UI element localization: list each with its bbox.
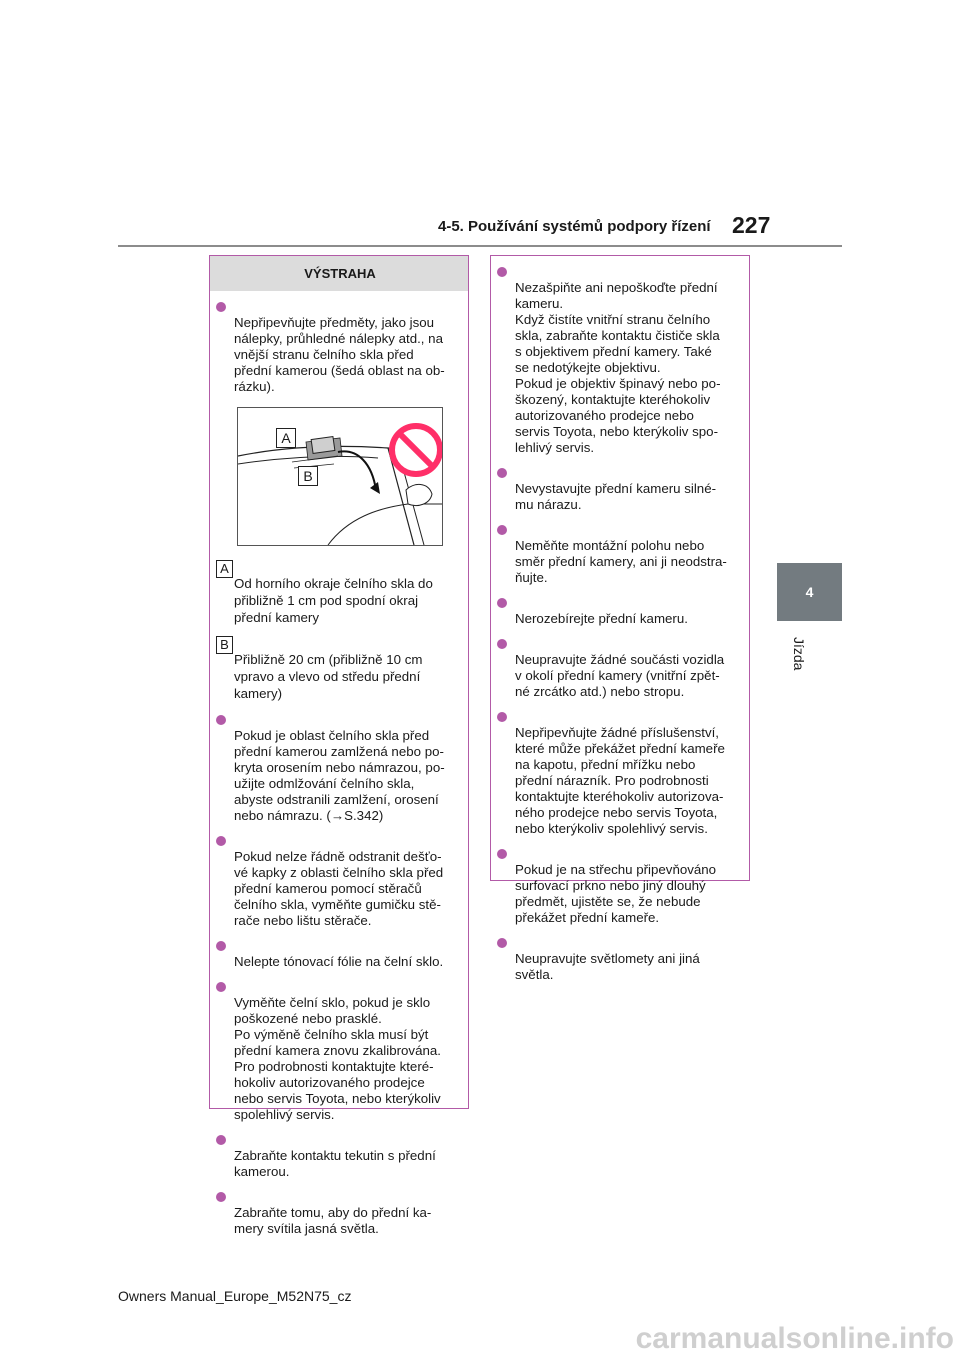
bullet-dot-icon bbox=[497, 598, 507, 608]
watermark-text: carmanualsonline.info bbox=[635, 1322, 954, 1355]
bullet-dot-icon bbox=[216, 982, 226, 992]
bullet-dot-icon bbox=[497, 639, 507, 649]
figure-label-b: B bbox=[298, 466, 318, 486]
bullet-text: Nepřipevňujte žádné příslušenství, které může překážet přední kameře na kapotu, přední mřížku nebo přední nárazník. Pro podrobnosti kontaktujte kteréhokoliv autorizova- ného prodejce nebo servis Toyota, nebo kterýkoliv spolehlivý servis. bbox=[515, 725, 725, 836]
callout-text-a: Od horního okraje čelního skla do přibližně 1 cm pod spodní okraj přední kamery bbox=[234, 576, 433, 625]
list-item bbox=[215, 299, 458, 395]
bullet-text: Nevystavujte přední kameru silné- mu nárazu. bbox=[515, 481, 717, 512]
page-number: 227 bbox=[732, 212, 771, 238]
list-item bbox=[496, 595, 739, 627]
bullet-text: Pokud nelze řádně odstranit dešťo- vé kapky z oblasti čelního skla před přední kamerou pomocí stěračů čelního skla, vyměňte gumičku stě- rače nebo lištu stěrače. bbox=[234, 849, 444, 928]
figure-label-a: A bbox=[276, 428, 296, 448]
chapter-tab[interactable]: 4 bbox=[777, 563, 842, 621]
callout-a bbox=[215, 558, 458, 626]
bullet-dot-icon bbox=[497, 849, 507, 859]
callout-b bbox=[215, 634, 458, 702]
bullet-text: Zabraňte tomu, aby do přední ka- mery svítila jasná světla. bbox=[234, 1205, 432, 1236]
list-item bbox=[215, 833, 458, 929]
bullet-dot-icon bbox=[216, 1135, 226, 1145]
list-item bbox=[496, 709, 739, 837]
bullet-dot-icon bbox=[497, 938, 507, 948]
header-divider bbox=[118, 245, 842, 247]
bullet-dot-icon bbox=[216, 836, 226, 846]
bullet-text: Neupravujte žádné součásti vozidla v okolí přední kamery (vnitřní zpět- né zrcátko atd.) nebo stropu. bbox=[515, 652, 725, 699]
bullet-text: Pokud je na střechu připevňováno surfovací prkno nebo jiný dlouhý předmět, ujistěte se, že nebude překážet přední kameře. bbox=[515, 862, 717, 925]
list-item bbox=[496, 522, 739, 586]
bullet-text: Nepřipevňujte předměty, jako jsou nálepky, průhledné nálepky atd., na vnější stranu čelního skla před přední kamerou (šedá oblast na ob- rázku). bbox=[234, 315, 445, 394]
warning-box-right bbox=[490, 255, 750, 982]
chapter-label bbox=[785, 625, 835, 685]
callout-text-b: Přibližně 20 cm (přibližně 10 cm vpravo a vlevo od středu přední kamery) bbox=[234, 652, 423, 701]
list-item bbox=[496, 935, 739, 983]
bullet-dot-icon bbox=[497, 267, 507, 277]
list-item bbox=[496, 264, 739, 456]
callout-tag-a: A bbox=[216, 560, 233, 578]
warning-title: VÝSTRAHA bbox=[304, 266, 376, 281]
list-item bbox=[496, 846, 739, 926]
watermark-logo bbox=[610, 1312, 960, 1358]
bullet-dot-icon bbox=[216, 715, 226, 725]
bullet-text: Nezašpiňte ani nepoškoďte přední kameru. Když čistíte vnitřní stranu čelního skla, zabraňte kontaktu čističe skla s objektivem přední kamery. Také se nedotýkejte objektivu. Pokud je objektiv špinavý nebo po- škozený, kontaktujte kteréhokoliv autorizovaného prodejce nebo servis Toyota, nebo kterýkoliv spo- lehlivý servis. bbox=[515, 280, 721, 455]
bullet-text: Nelepte tónovací fólie na čelní sklo. bbox=[234, 954, 444, 969]
footer-manual-id: Owners Manual_Europe_M52N75_cz bbox=[118, 1288, 352, 1304]
list-item bbox=[215, 712, 458, 824]
bullet-text: Nerozebírejte přední kameru. bbox=[515, 611, 688, 626]
section-title: 4-5. Používání systémů podpory řízení bbox=[438, 218, 711, 235]
warning-box-left bbox=[209, 255, 469, 1236]
bullet-dot-icon bbox=[497, 525, 507, 535]
list-item bbox=[215, 938, 458, 970]
list-item bbox=[215, 979, 458, 1123]
warning-header bbox=[210, 256, 468, 291]
bullet-dot-icon bbox=[497, 712, 507, 722]
bullet-text: Neupravujte světlomety ani jiná světla. bbox=[515, 951, 700, 982]
bullet-dot-icon bbox=[216, 302, 226, 312]
list-item bbox=[215, 1132, 458, 1180]
bullet-text: Zabraňte kontaktu tekutin s přední kamerou. bbox=[234, 1148, 436, 1179]
chapter-label-text: Jízda bbox=[791, 637, 807, 671]
bullet-dot-icon bbox=[497, 468, 507, 478]
list-item bbox=[496, 465, 739, 513]
windshield-camera-figure bbox=[237, 407, 443, 546]
bullet-text: Pokud je oblast čelního skla před přední kamerou zamlžená nebo po- kryta orosením nebo námrazou, po- užijte odmlžování čelního skla, abyste odstranili zamlžení, orosení nebo námrazu. (→S.342) bbox=[234, 728, 445, 823]
list-item bbox=[215, 1189, 458, 1237]
list-item bbox=[496, 636, 739, 700]
bullet-text: Neměňte montážní polohu nebo směr přední kamery, ani ji neodstra- ňujte. bbox=[515, 538, 727, 585]
windshield-illustration bbox=[238, 408, 442, 545]
bullet-dot-icon bbox=[216, 941, 226, 951]
bullet-dot-icon bbox=[216, 1192, 226, 1202]
callout-tag-b: B bbox=[216, 636, 233, 654]
bullet-text: Vyměňte čelní sklo, pokud je sklo poškozené nebo prasklé. Po výměně čelního skla musí být přední kamera znovu zkalibrována. Pro podrobnosti kontaktujte které- hokoliv autorizovaného prodejce nebo servis Toyota, nebo kterýkoliv spolehlivý servis. bbox=[234, 995, 441, 1122]
